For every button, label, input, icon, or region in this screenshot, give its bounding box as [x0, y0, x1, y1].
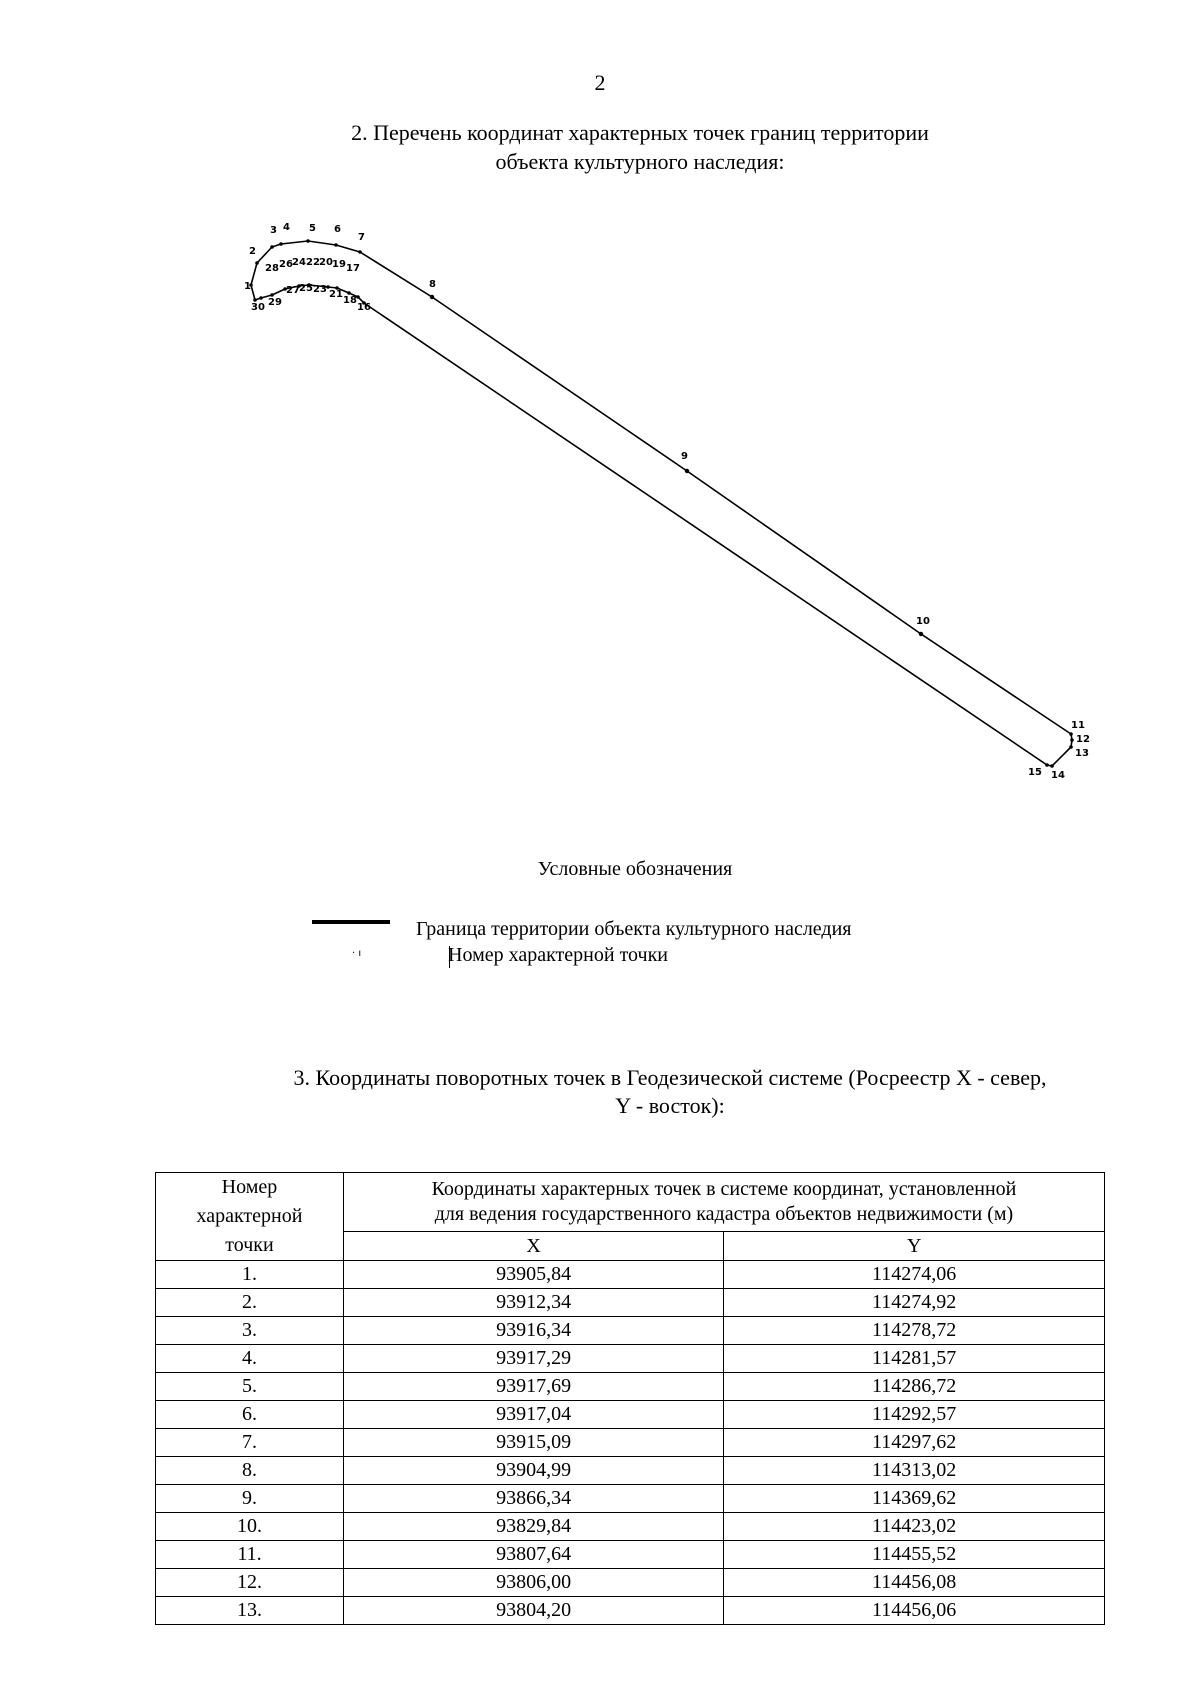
point-label-1: 1 [244, 281, 251, 292]
table-row [156, 1317, 1105, 1345]
boundary-point [358, 250, 362, 254]
boundary-point [1069, 732, 1073, 736]
page-number: 2 [594, 70, 606, 95]
cell-point-number: 3. [156, 1317, 344, 1345]
header-num-line: Номер [221, 1176, 278, 1198]
boundary-polygon [251, 241, 1072, 766]
point-label-17: 17 [346, 263, 360, 274]
cell-point-number: 10. [156, 1513, 344, 1541]
cell-y: 114313,02 [724, 1457, 1105, 1485]
cell-x: 93866,34 [343, 1485, 723, 1513]
point-label-8: 8 [429, 279, 436, 290]
header-point-number [156, 1173, 344, 1261]
table-row [156, 1485, 1105, 1513]
cell-y: 114456,08 [724, 1569, 1105, 1597]
point-label-5: 5 [309, 223, 316, 234]
cell-y: 114297,62 [724, 1429, 1105, 1457]
section-3-heading-line1: 3. Координаты поворотных точек в Геодезической системе (Росреестр X - север, [293, 1065, 1047, 1090]
cell-x: 93905,84 [343, 1261, 723, 1289]
table-row [156, 1401, 1105, 1429]
cell-point-number: 11. [156, 1541, 344, 1569]
cell-y: 114456,06 [724, 1597, 1105, 1625]
point-label-7: 7 [358, 232, 365, 243]
cell-x: 93806,00 [343, 1569, 723, 1597]
section-2-heading-line2: объекта культурного наследия: [495, 149, 785, 174]
header-num-line: точки [225, 1234, 274, 1256]
point-label-29: 29 [268, 297, 282, 308]
table-row [156, 1261, 1105, 1289]
boundary-point [259, 296, 263, 300]
cell-y: 114286,72 [724, 1373, 1105, 1401]
cell-x: 93915,09 [343, 1429, 723, 1457]
table-row [156, 1289, 1105, 1317]
table-row [156, 1541, 1105, 1569]
section-3-heading-line2: Y - восток): [615, 1093, 725, 1118]
point-label-18: 18 [343, 295, 357, 306]
boundary-point [1045, 763, 1049, 767]
cell-y: 114369,62 [724, 1485, 1105, 1513]
table-row [156, 1597, 1105, 1625]
table-row [156, 1373, 1105, 1401]
point-label-22: 22 [306, 257, 320, 268]
cell-point-number: 2. [156, 1289, 344, 1317]
point-label-24: 24 [292, 257, 306, 268]
point-label-20: 20 [319, 257, 333, 268]
cell-point-number: 9. [156, 1485, 344, 1513]
cell-y: 114274,92 [724, 1289, 1105, 1317]
point-label-27: 27 [286, 285, 300, 296]
cell-y: 114281,57 [724, 1345, 1105, 1373]
point-label-13: 13 [1075, 748, 1089, 759]
point-label-25: 25 [299, 283, 313, 294]
point-labels [244, 222, 1090, 781]
header-coords-line: Координаты характерных точек в системе координат, установленной [431, 1178, 1017, 1201]
cell-point-number: 13. [156, 1597, 344, 1625]
cell-x: 93804,20 [343, 1597, 723, 1625]
boundary-point [306, 239, 310, 243]
cell-point-number: 7. [156, 1429, 344, 1457]
section-3-heading [240, 1064, 1100, 1120]
boundary-point [430, 295, 434, 299]
cell-y: 114278,72 [724, 1317, 1105, 1345]
boundary-point [919, 632, 923, 636]
point-label-15: 15 [1028, 767, 1042, 778]
legend-boundary-line [312, 920, 390, 924]
cell-point-number: 12. [156, 1569, 344, 1597]
table-row [156, 1429, 1105, 1457]
table-row [156, 1569, 1105, 1597]
point-label-9: 9 [681, 451, 688, 462]
boundary-point [1050, 764, 1054, 768]
cell-x: 93912,34 [343, 1289, 723, 1317]
cell-x: 93829,84 [343, 1513, 723, 1541]
table-row [156, 1457, 1105, 1485]
header-x: X [343, 1232, 723, 1261]
point-label-6: 6 [334, 224, 341, 235]
cell-y: 114423,02 [724, 1513, 1105, 1541]
cell-point-number: 8. [156, 1457, 344, 1485]
point-label-12: 12 [1076, 734, 1090, 745]
cell-y: 114274,06 [724, 1261, 1105, 1289]
boundary-point [1070, 738, 1074, 742]
cell-x: 93917,69 [343, 1373, 723, 1401]
cell-point-number: 5. [156, 1373, 344, 1401]
legend-boundary-label: Граница территории объекта культурного наследия [416, 918, 852, 940]
point-label-2: 2 [249, 246, 256, 257]
point-label-16: 16 [357, 302, 371, 313]
table-row [156, 1513, 1105, 1541]
point-label-28: 28 [265, 263, 279, 274]
table-row [156, 1345, 1105, 1373]
cell-point-number: 4. [156, 1345, 344, 1373]
cell-point-number: 1. [156, 1261, 344, 1289]
point-label-14: 14 [1051, 770, 1065, 781]
point-label-21: 21 [329, 289, 343, 300]
cell-y: 114292,57 [724, 1401, 1105, 1429]
point-label-11: 11 [1071, 720, 1085, 731]
legend-point-label: Номер характерной точки [448, 944, 668, 966]
table-header-row [156, 1173, 1105, 1232]
header-coords-line: для ведения государственного кадастра объектов недвижимости (м) [434, 1203, 1014, 1226]
point-label-3: 3 [270, 225, 277, 236]
cell-point-number: 6. [156, 1401, 344, 1429]
cell-x: 93917,29 [343, 1345, 723, 1373]
header-coordinates [343, 1173, 1104, 1232]
boundary-point [334, 243, 338, 247]
boundary-point [685, 469, 689, 473]
point-label-10: 10 [916, 616, 930, 627]
boundary-point [279, 242, 283, 246]
point-label-26: 26 [279, 259, 293, 270]
table-body [156, 1261, 1105, 1625]
boundary-point [255, 261, 259, 265]
point-label-30: 30 [251, 302, 265, 313]
point-label-23: 23 [313, 284, 327, 295]
header-num-line: характерной [196, 1205, 303, 1227]
coordinates-table [155, 1172, 1105, 1625]
point-label-19: 19 [332, 259, 346, 270]
boundary-point [270, 245, 274, 249]
header-y: Y [724, 1232, 1105, 1261]
cell-x: 93916,34 [343, 1317, 723, 1345]
cell-y: 114455,52 [724, 1541, 1105, 1569]
cell-x: 93904,99 [343, 1457, 723, 1485]
section-2-heading-line1: 2. Перечень координат характерных точек границ территории [351, 120, 929, 145]
cell-x: 93807,64 [343, 1541, 723, 1569]
boundary-point [1069, 745, 1073, 749]
cell-x: 93917,04 [343, 1401, 723, 1429]
legend-point-marker: · ı [352, 948, 362, 959]
point-label-4: 4 [283, 222, 290, 233]
legend-title: Условные обозначения [537, 858, 733, 880]
